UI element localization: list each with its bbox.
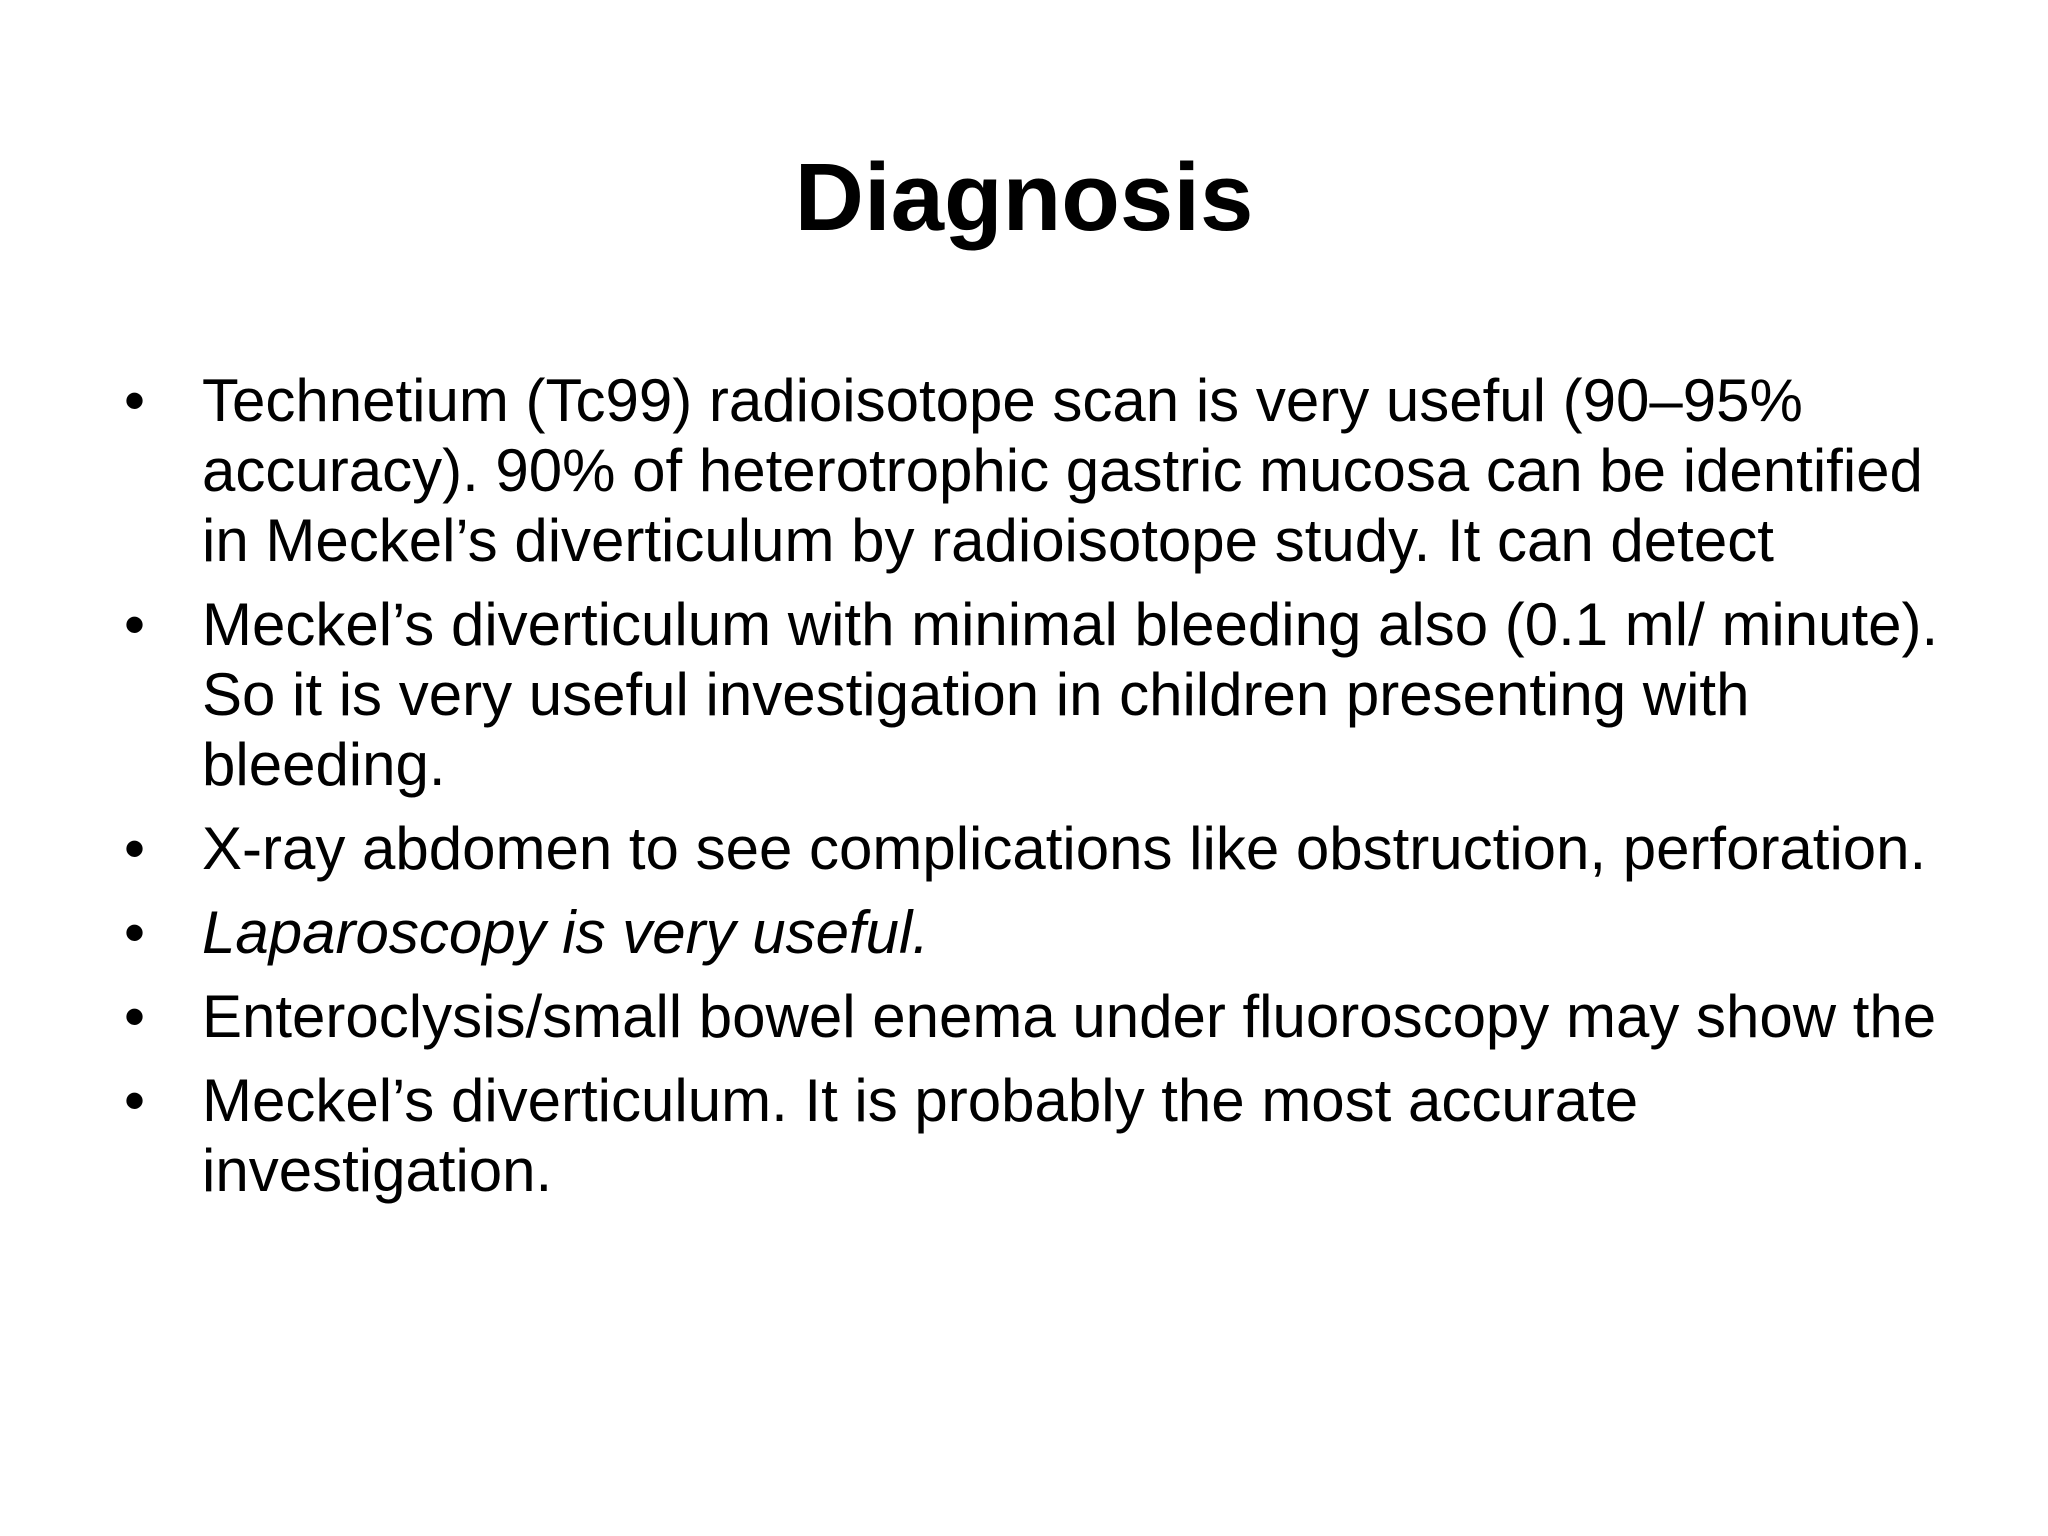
slide-title: Diagnosis <box>794 144 1254 251</box>
bullet-item <box>124 982 1954 1052</box>
bullet-dot-icon: • <box>124 367 146 434</box>
bullet-item <box>124 814 1954 884</box>
bullet-text: Technetium (Tc99) radioisotope scan is very useful (90–95% accuracy). 90% of heterotrophic gastric mucosa can be identified in Meckel’s diverticulum by radioisotope study. It can detect <box>202 367 1923 574</box>
bullet-dot-icon: • <box>124 983 146 1050</box>
bullet-item <box>124 590 1954 800</box>
bullet-text: X-ray abdomen to see complications like obstruction, perforation. <box>202 815 1927 882</box>
bullet-item <box>124 898 1954 968</box>
bullet-dot-icon: • <box>124 815 146 882</box>
bullet-list <box>124 366 1954 1220</box>
bullet-text: Meckel’s diverticulum. It is probably the most accurate investigation. <box>202 1067 1639 1204</box>
bullet-dot-icon: • <box>124 1067 146 1134</box>
bullet-text: Meckel’s diverticulum with minimal bleeding also (0.1 ml/ minute). So it is very useful investigation in children presenting with bleeding. <box>202 591 1939 798</box>
bullet-text: Enteroclysis/small bowel enema under fluoroscopy may show the <box>202 983 1937 1050</box>
bullet-item <box>124 366 1954 576</box>
bullet-text: Laparoscopy is very useful. <box>202 899 930 966</box>
bullet-item <box>124 1066 1954 1206</box>
bullet-dot-icon: • <box>124 899 146 966</box>
bullet-dot-icon: • <box>124 591 146 658</box>
